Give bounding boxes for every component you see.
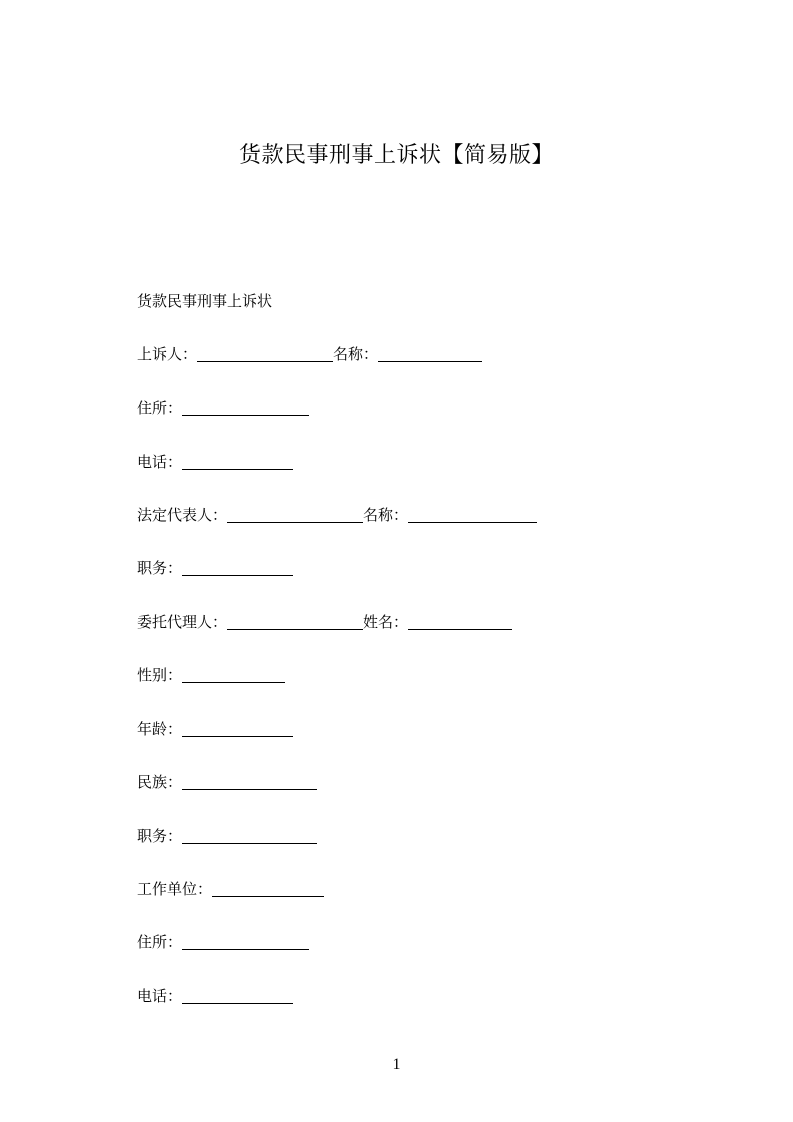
- gender-row: [137, 664, 285, 686]
- address1-blank[interactable]: [182, 399, 309, 416]
- address2-blank[interactable]: [182, 933, 309, 950]
- workplace-row: [137, 878, 324, 900]
- page-title: 货款民事刑事上诉状【简易版】: [238, 143, 554, 168]
- position1-label: 职务：: [137, 559, 183, 577]
- phone1-row: [137, 451, 293, 473]
- address2-row: [137, 931, 309, 953]
- ethnicity-label: 民族：: [137, 773, 183, 791]
- age-blank[interactable]: [182, 720, 293, 737]
- position1-row: [137, 557, 293, 579]
- phone2-blank[interactable]: [182, 987, 293, 1004]
- position2-label: 职务：: [137, 827, 183, 845]
- ethnicity-row: [137, 771, 317, 793]
- legal-rep-name-blank[interactable]: [408, 506, 537, 523]
- address1-row: [137, 397, 309, 419]
- gender-label: 性别：: [137, 666, 183, 684]
- agent-blank[interactable]: [227, 613, 363, 630]
- phone2-label: 电话：: [137, 987, 183, 1005]
- appellant-row: [137, 343, 482, 365]
- gender-blank[interactable]: [182, 666, 285, 683]
- agent-name-blank[interactable]: [408, 613, 512, 630]
- document-subtitle: 货款民事刑事上诉状: [137, 292, 273, 310]
- legal-rep-row: [137, 504, 537, 526]
- legal-rep-blank[interactable]: [227, 506, 363, 523]
- legal-rep-label: 法定代表人：: [137, 506, 228, 524]
- agent-name-label: 姓名：: [363, 613, 409, 631]
- legal-rep-name-label: 名称：: [363, 506, 409, 524]
- page-number: 1: [392, 1056, 401, 1073]
- agent-row: [137, 611, 512, 633]
- phone2-row: [137, 985, 293, 1007]
- position1-blank[interactable]: [182, 559, 293, 576]
- workplace-label: 工作单位：: [137, 880, 213, 898]
- appellant-name-label: 名称：: [333, 345, 379, 363]
- address1-label: 住所：: [137, 399, 183, 417]
- age-row: [137, 718, 293, 740]
- age-label: 年龄：: [137, 720, 183, 738]
- address2-label: 住所：: [137, 933, 183, 951]
- phone1-label: 电话：: [137, 453, 183, 471]
- agent-label: 委托代理人：: [137, 613, 228, 631]
- appellant-label: 上诉人：: [137, 345, 198, 363]
- appellant-blank[interactable]: [197, 345, 333, 362]
- ethnicity-blank[interactable]: [182, 773, 317, 790]
- position2-blank[interactable]: [182, 827, 317, 844]
- workplace-blank[interactable]: [212, 880, 324, 897]
- position2-row: [137, 825, 317, 847]
- appellant-name-blank[interactable]: [378, 345, 482, 362]
- phone1-blank[interactable]: [182, 453, 293, 470]
